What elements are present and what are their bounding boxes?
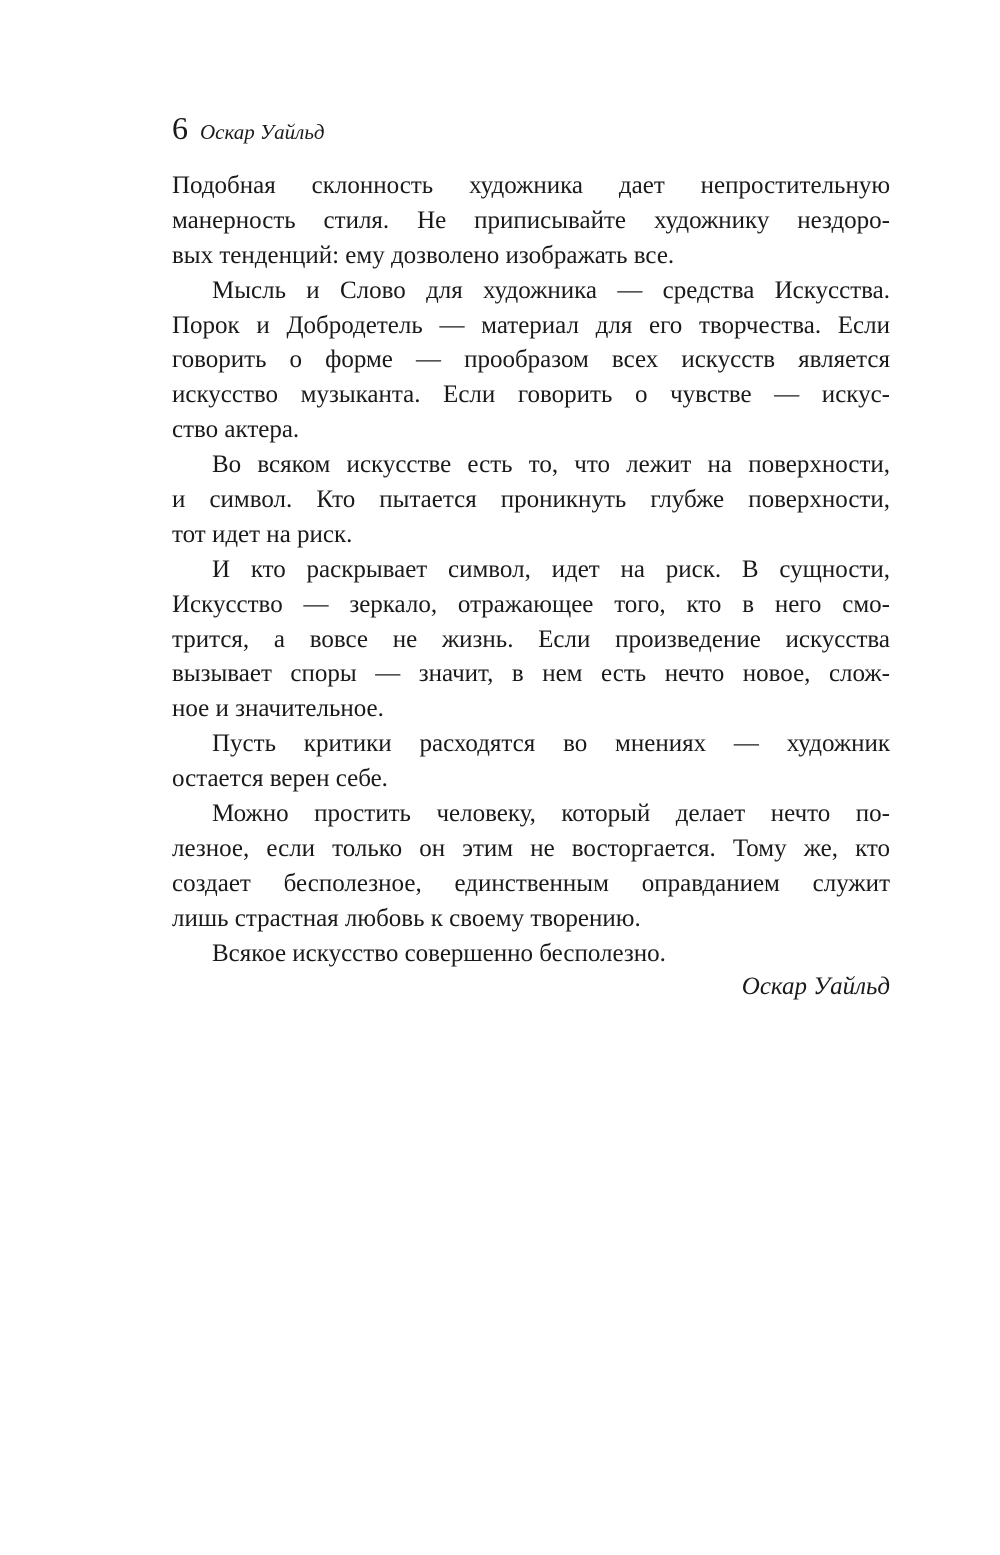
text-line: говорить о форме — прообразом всех искусств является (172, 346, 890, 374)
paragraph (172, 937, 890, 972)
text-line: Подобная склонность художника дает непростительную (172, 172, 890, 199)
text-line: ство актера. (172, 416, 300, 444)
text-line: Порок и Добродетель — материал для его творчества. Если (172, 311, 890, 339)
paragraph (172, 553, 890, 727)
text-line: создает бесполезное, единственным оправданием служит (172, 869, 890, 897)
text-line: вых тенденций: ему дозволено изображать все. (172, 241, 675, 269)
text-line: трится, а вовсе не жизнь. Если произведение искусства (172, 625, 890, 653)
text-line: лезное, если только он этим не восторгается. Тому же, кто (172, 834, 890, 862)
text-line: лишь страстная любовь к своему творению. (172, 904, 641, 932)
text-line: Во всяком искусстве есть то, что лежит на поверхности, (212, 451, 890, 479)
text-line: Можно простить человеку, который делает нечто по- (212, 800, 890, 828)
text-line: искусство музыканта. Если говорить о чувстве — искус- (172, 381, 890, 409)
text-line: Всякое искусство совершенно бесполезно. (212, 939, 666, 967)
author-signature: Оскар Уайльд (741, 973, 890, 1000)
text-line: и символ. Кто пытается проникнуть глубже поверхности, (172, 486, 890, 514)
text-line: манерность стиля. Не приписывайте художнику нездоро- (172, 206, 890, 234)
text-line: ное и значительное. (172, 695, 384, 723)
paragraph (172, 727, 890, 797)
text-line: остается верен себе. (172, 765, 388, 793)
page-header (172, 108, 325, 148)
text-line: тот идет на риск. (172, 520, 353, 548)
text-line: Искусство — зеркало, отражающее того, кто в него смо- (172, 590, 890, 618)
paragraph (172, 169, 890, 274)
text-line: вызывает споры — значит, в нем есть нечто новое, слож- (172, 660, 890, 688)
paragraph (172, 274, 890, 448)
text-line: Пусть критики расходятся во мнениях — художник (212, 730, 890, 758)
paragraph (172, 448, 890, 553)
page-number: 6 (172, 110, 188, 146)
text-line: Мысль и Слово для художника — средства Искусства. (212, 276, 890, 304)
running-head: Оскар Уайльд (200, 120, 325, 144)
body-text (172, 169, 890, 971)
text-line: И кто раскрывает символ, идет на риск. В сущности, (212, 555, 890, 583)
paragraph (172, 797, 890, 937)
